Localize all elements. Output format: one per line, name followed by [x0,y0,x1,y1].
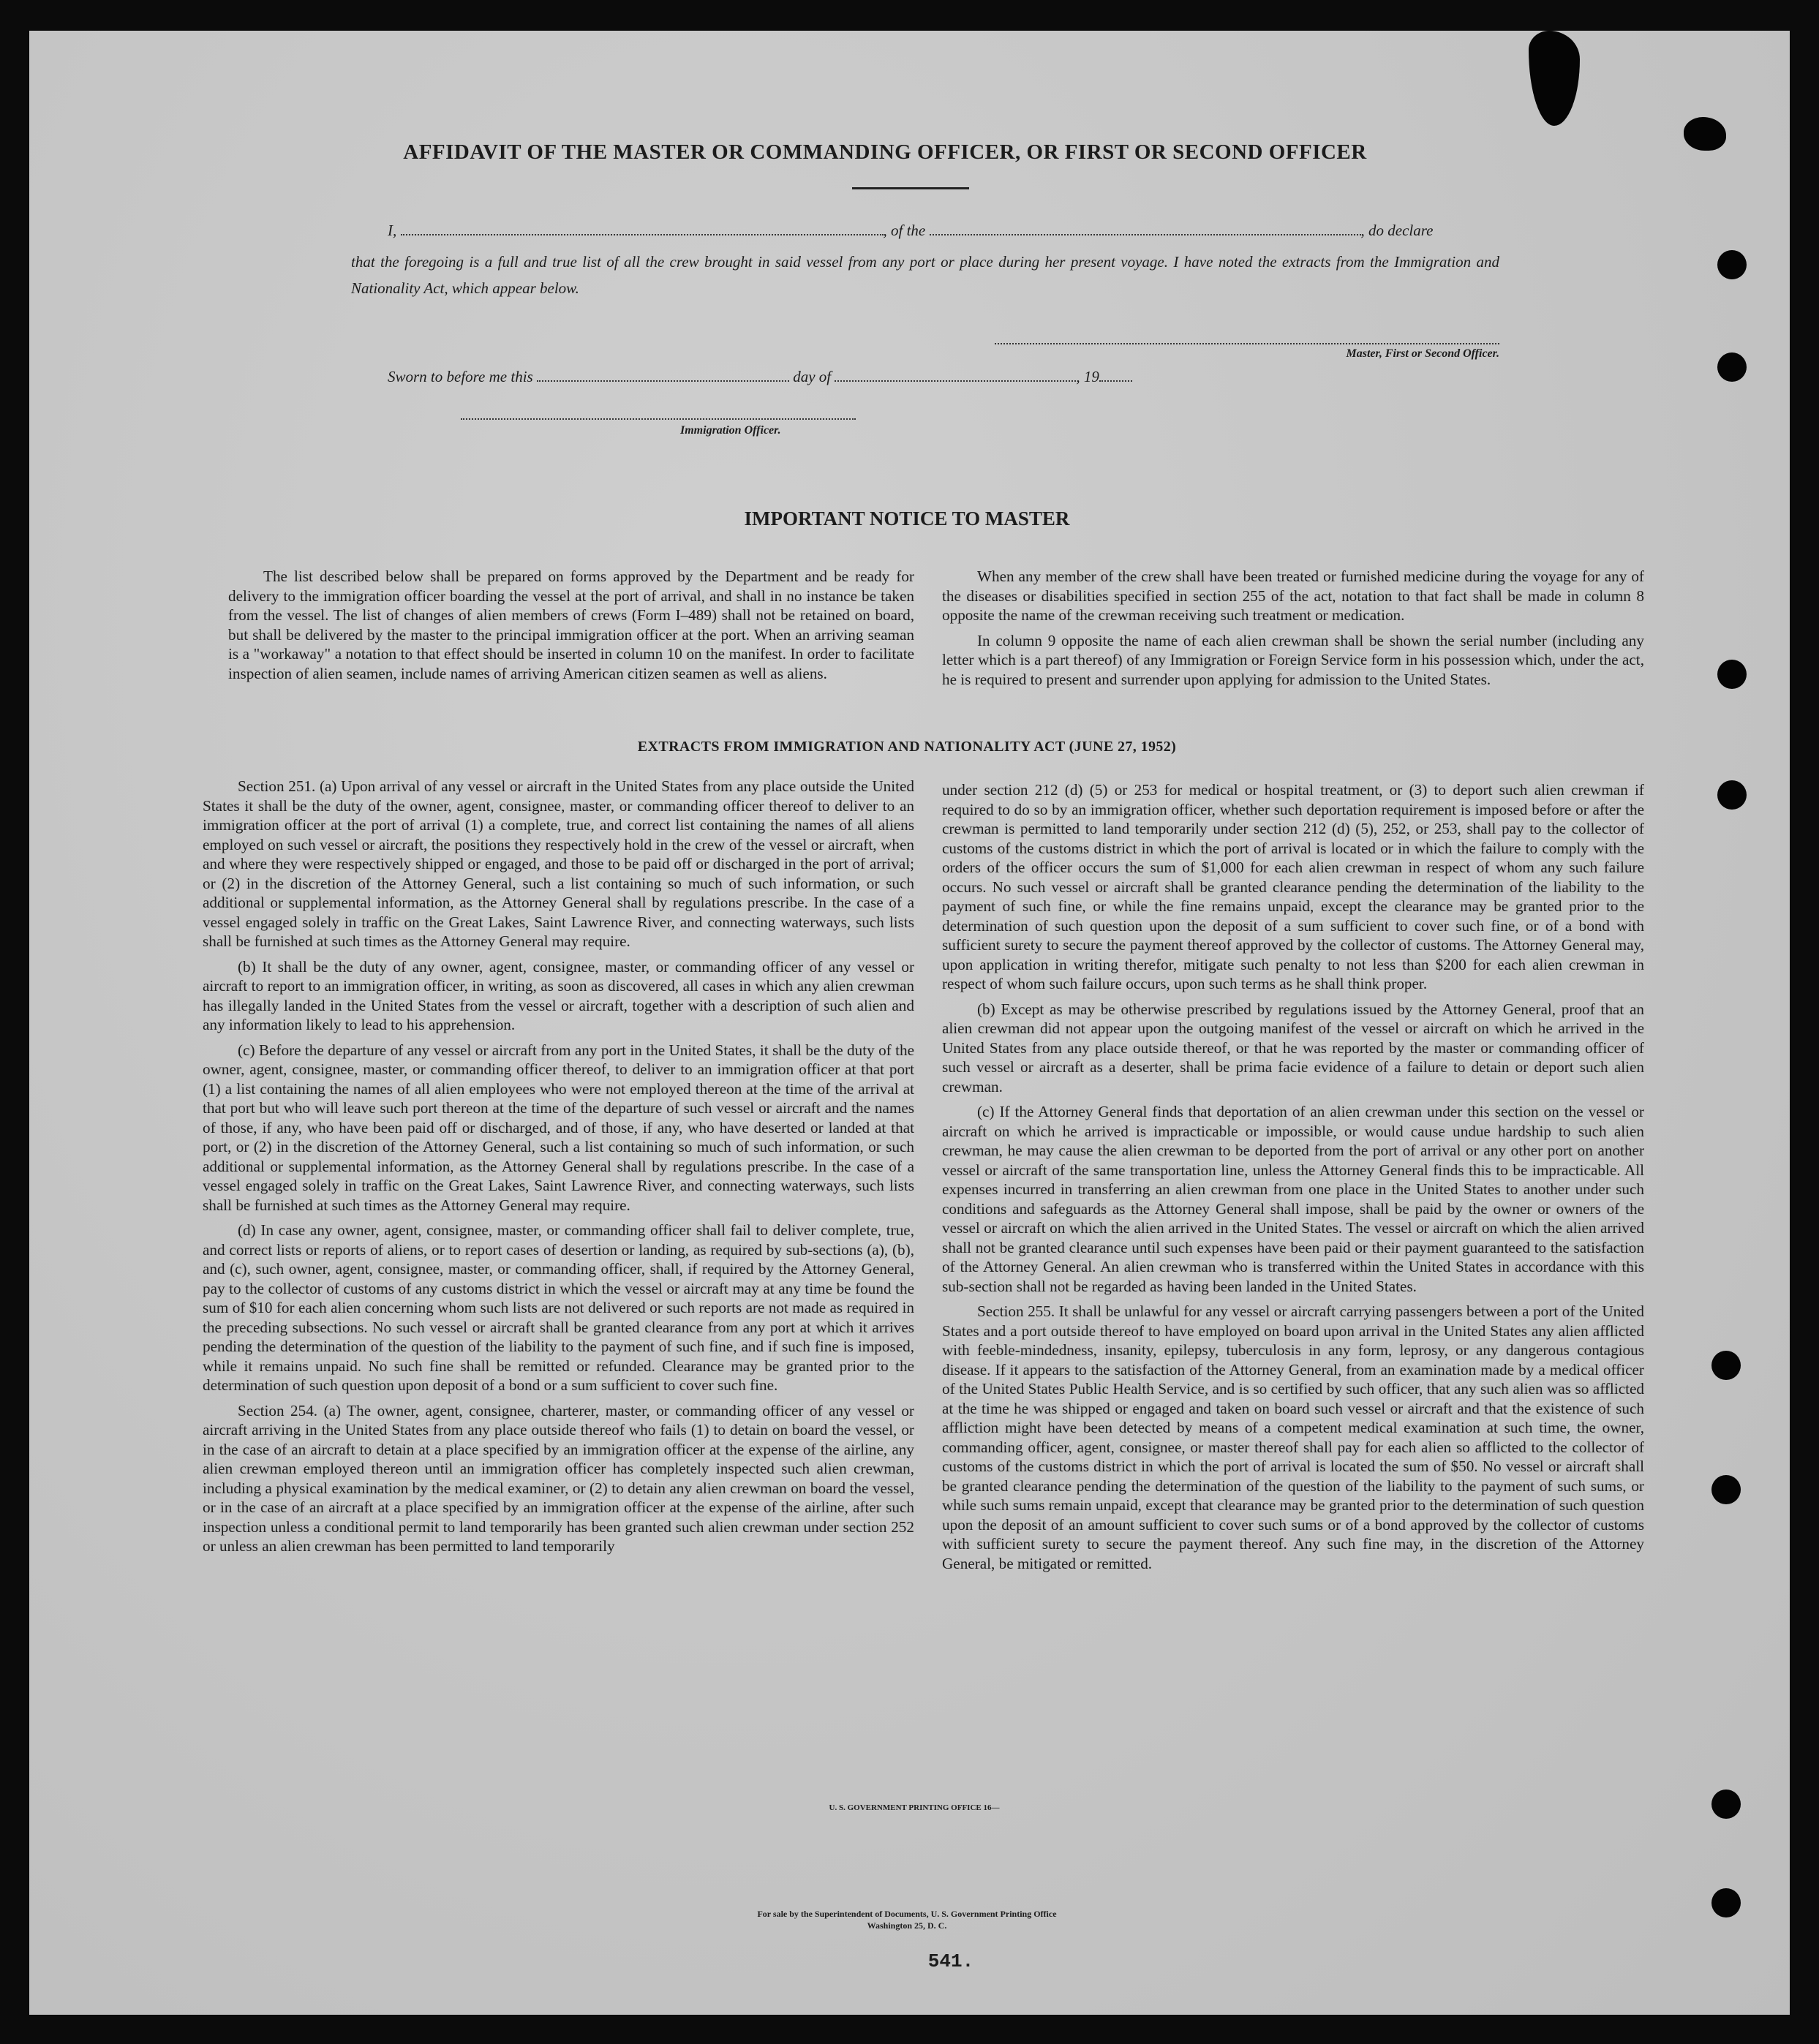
notice-left-paragraph: The list described below shall be prepared on forms approved by the Department and be ready for delivery to the immigration officer boarding the vessel at the port of arrival, and shall in no instance be taken from the vessel. The list of changes of alien members of crews (Form I–489) shall not be retained on board, but shall be delivered by the master to the principal immigration officer at the port. When an arriving seaman is a "workaway" a notation to that effect should be inserted in column 10 on the manifest. In order to facilitate inspection of alien seamen, include names of arriving American citizen seamen as well as aliens. [228,567,914,682]
torn-corner [1529,31,1580,126]
notice-right-paragraph-1: When any member of the crew shall have been treated or furnished medicine during the voyage for any of the diseases or disabilities specified in section 255 of the act, notation to that fact shall be made in column 8 opposite the name of the crewman receiving such treatment or medication. [942,567,1644,624]
declaration-text: that the foregoing is a full and true list of all the crew brought in said vessel from any port or place during her present voyage. I have noted the extracts from the Immigration and Nationality Act, which appear below. [351,253,1499,297]
sworn-day-of: day of [793,368,832,385]
punch-hole [1717,250,1747,279]
page-mark: 541. [927,1950,974,1972]
punch-hole [1717,780,1747,810]
printing-office-mark: U. S. GOVERNMENT PRINTING OFFICE 16— [829,1803,1000,1812]
declaration-line [388,221,1507,240]
sale-line-1: For sale by the Superintendent of Documents, U. S. Government Printing Office [757,1909,1057,1919]
ink-blot [1684,117,1726,151]
master-signature-line[interactable] [995,343,1499,344]
sworn-line [388,367,1265,386]
section-254-c: (c) If the Attorney General finds that deportation of an alien crewman under this section on the vessel or aircraft on which he arrived is impracticable or impossible, or would cause undue hardship to such alien crewman, he may cause the alien crewman to be deported from the port of arrival or any other port on another vessel or aircraft of the same transportation line, unless the Attorney General finds this to be impracticable. All expenses incurred in transferring an alien crewman from one place in the United States to another under such conditions and safeguards as the Attorney General shall impose, shall be paid by the owner or owners of the vessel or aircraft on which the alien arrived in the United States. The vessel or aircraft on which the alien arrived shall not be granted clearance until such expenses have been paid or their payment guaranteed to the satisfaction of the Attorney General. An alien crewman who is transferred within the United States in accordance with this sub-section shall not be regarded as having been landed in the United States. [942,1103,1644,1295]
notice-left-column [228,567,914,689]
declarant-name-field[interactable] [401,221,884,235]
section-254-a-continued: under section 212 (d) (5) or 253 for medical or hospital treatment, or (3) to deport such alien crewman if required to do so by an immigration officer, whether such deportation requirement is imposed before or after the crewman is permitted to land temporarily under section 212 (d) (5), 252, or 253, shall pay to the collector of customs of the customs district in which the port of arrival is located or in which the failure to comply with the orders of the officer occurs the sum of $1,000 for each alien crewman in respect of whom any such failure occurs. No such vessel or aircraft shall be granted clearance pending the determination of the liability to the payment of such fine, or while the fine remains unpaid, except the clearance may be granted prior to the determination of such question upon the deposit of a sum sufficient to cover such fine, or of a bond with sufficient surety to secure the payment thereof approved by the collector of customs. The Attorney General may, upon application in writing therefor, mitigate such penalty to not less than $200 for each alien crewman in respect of whom such failure occurs, upon such terms as he shall think proper. [942,781,1644,992]
section-251-d: (d) In case any owner, agent, consignee, master, or commanding officer shall fail to deliver complete, true, and correct lists or reports of aliens, or to report cases of desertion or landing, as required by sub-sections (a), (b), and (c), such owner, agent, consignee, master, or commanding officer, shall, if required by the Attorney General, pay to the collector of customs of any customs district in which the vessel or aircraft may at any time be found the sum of $10 for each alien concerning whom such lists are not delivered or such reports are not made as required in the preceding subsections. No such vessel or aircraft shall be granted clearance from any port at which it arrives pending the determination of the question of the liability to the payment of such fine, and if such fine is imposed, while it remains unpaid. No such fine shall be remitted or refunded. Clearance may be granted prior to the determination of such question upon deposit of a bond or a sum sufficient to cover such fine. [203,1221,914,1394]
sworn-year-prefix: , 19 [1076,368,1099,385]
sale-line-2: Washington 25, D. C. [867,1920,947,1931]
sworn-prefix: Sworn to before me this [388,368,533,385]
section-251-a: Section 251. (a) Upon arrival of any vessel or aircraft in the United States from any place outside the United States it shall be the duty of the owner, agent, consignee, master, or commanding officer thereof to deliver to an immigration officer at the port of arrival (1) a complete, true, and correct list containing the names of all aliens employed on such vessel or aircraft, the positions they respectively hold in the crew of the vessel or aircraft, when and where they were respectively shipped or engaged, and those to be paid off or discharged in the port of arrival; or (2) in the discretion of the Attorney General, such a list containing so much of such information, or such additional or supplemental information, as the Attorney General shall by regulations prescribe. In the case of a vessel engaged solely in traffic on the Great Lakes, Saint Lawrence River, and connecting waterways, such lists shall be furnished at such times as the Attorney General may require. [203,777,914,950]
punch-hole [1711,1888,1741,1917]
sworn-day-field[interactable] [537,367,789,382]
extracts-right-column [942,780,1644,1579]
section-254-a: Section 254. (a) The owner, agent, consignee, charterer, master, or commanding officer of any vessel or aircraft arriving in the United States from any place outside thereof who fails (1) to detain on board the vessel, or in the case of an aircraft to detain at a place specified by an immigration officer at the expense of the airline, any alien crewman employed thereon until an immigration officer has completely inspected such alien crewman, including a physical examination by the medical examiner, or (2) to detain any alien crewman on board the vessel, or in the case of an aircraft at a place specified by an immigration officer at the expense of the airline, after such inspection unless a conditional permit to land temporarily has been granted such alien crewman under section 252 or unless an alien crewman has been permitted to land temporarily [203,1401,914,1555]
sworn-month-field[interactable] [835,367,1076,382]
sworn-year-field[interactable] [1099,367,1132,382]
notice-right-column [942,567,1644,695]
punch-hole [1711,1790,1741,1819]
extracts-left-column [203,777,914,1562]
section-251-b: (b) It shall be the duty of any owner, agent, consignee, master, or commanding officer of any vessel or aircraft to report to an immigration officer, in writing, as soon as discovered, all cases in which any alien crewman has illegally landed in the United States from the vessel or aircraft, together with a description of such alien and any information likely to lead to his apprehension. [203,957,914,1033]
declarant-of-the: , of the [883,222,926,239]
title-rule [852,187,969,189]
affidavit-title: AFFIDAVIT OF THE MASTER OR COMMANDING OFFICER, OR FIRST OR SECOND OFFICER [403,140,1367,164]
do-declare-text: , do declare [1360,222,1434,239]
section-255: Section 255. It shall be unlawful for any vessel or aircraft carrying passengers between a port of the United States and a port outside thereof to have employed on board upon arrival in the United States any alien afflicted with feeble-mindedness, insanity, epilepsy, tuberculosis in any form, leprosy, or any dangerous contagious disease. If it appears to the satisfaction of the Attorney General, from an examination made by a medical officer of the United States Public Health Service, and is so certified by such officer, that any such alien was so afflicted at the time he was shipped or engaged and taken on board such vessel or aircraft and that the existence of such affliction might have been detected by means of a competent medical examination at such time, the owner, commanding officer, agent, consignee, or master thereof shall pay for each alien so afflicted to the collector of customs of the customs district in which the port of arrival is located the sum of $50. No vessel or aircraft shall be granted clearance pending the determination of the question of the liability to the payment of such sums, or while such sums remain unpaid, except that clearance may be granted prior to the determination of such question upon the deposit of an amount sufficient to cover such sums or of a bond approved by the collector of customs with sufficient surety to secure the payment thereof. Any such fine may, in the discretion of the Attorney General, be mitigated or remitted. [942,1302,1644,1572]
notice-right-paragraph-2: In column 9 opposite the name of each alien crewman shall be shown the serial number (including any letter which is a part thereof) of any Immigration or Foreign Service form in his possession which, under the act, he is required to present and surrender upon applying for admission to the United States. [942,631,1644,688]
punch-hole [1717,660,1747,689]
section-251-c: (c) Before the departure of any vessel or aircraft from any port in the United States, it shall be the duty of the owner, agent, consignee, master, or commanding officer thereof, to deliver to an immigration officer at that port (1) a list containing the names of all alien employees who were not employed thereon at the time of the arrival at that port but who will leave such port thereon at the time of the departure of such vessel or aircraft and the names of those, if any, who have been paid off or discharged, and of those, if any, who have deserted or landed at that port, or (2) in the discretion of the Attorney General, such a list containing so much of such information, or such additional or supplemental information, as the Attorney General shall by regulations prescribe. In the case of a vessel engaged solely in traffic on the Great Lakes, Saint Lawrence River, and connecting waterways, such lists shall be furnished at such times as the Attorney General may require. [203,1041,914,1214]
master-signature-label: Master, First or Second Officer. [1346,347,1499,360]
officer-signature-line[interactable] [461,418,856,420]
punch-hole [1717,352,1747,382]
punch-hole [1711,1475,1741,1504]
declarant-prefix: I, [388,222,397,239]
document-page [29,31,1790,2015]
officer-signature-label: Immigration Officer. [680,424,781,437]
vessel-name-field[interactable] [930,221,1361,235]
section-254-b: (b) Except as may be otherwise prescribed by regulations issued by the Attorney General, proof that an alien crewman did not appear upon the outgoing manifest of the vessel or aircraft on which he arrived in the United States from any place outside thereof, or that he was reported by the master or commanding officer of such vessel or aircraft as a deserter, shall be prima facie evidence of a failure to detain or deport such alien crewman. [942,1000,1644,1095]
notice-title: IMPORTANT NOTICE TO MASTER [744,508,1070,529]
extracts-title: EXTRACTS FROM IMMIGRATION AND NATIONALITY ACT (JUNE 27, 1952) [637,739,1177,755]
punch-hole [1711,1351,1741,1380]
